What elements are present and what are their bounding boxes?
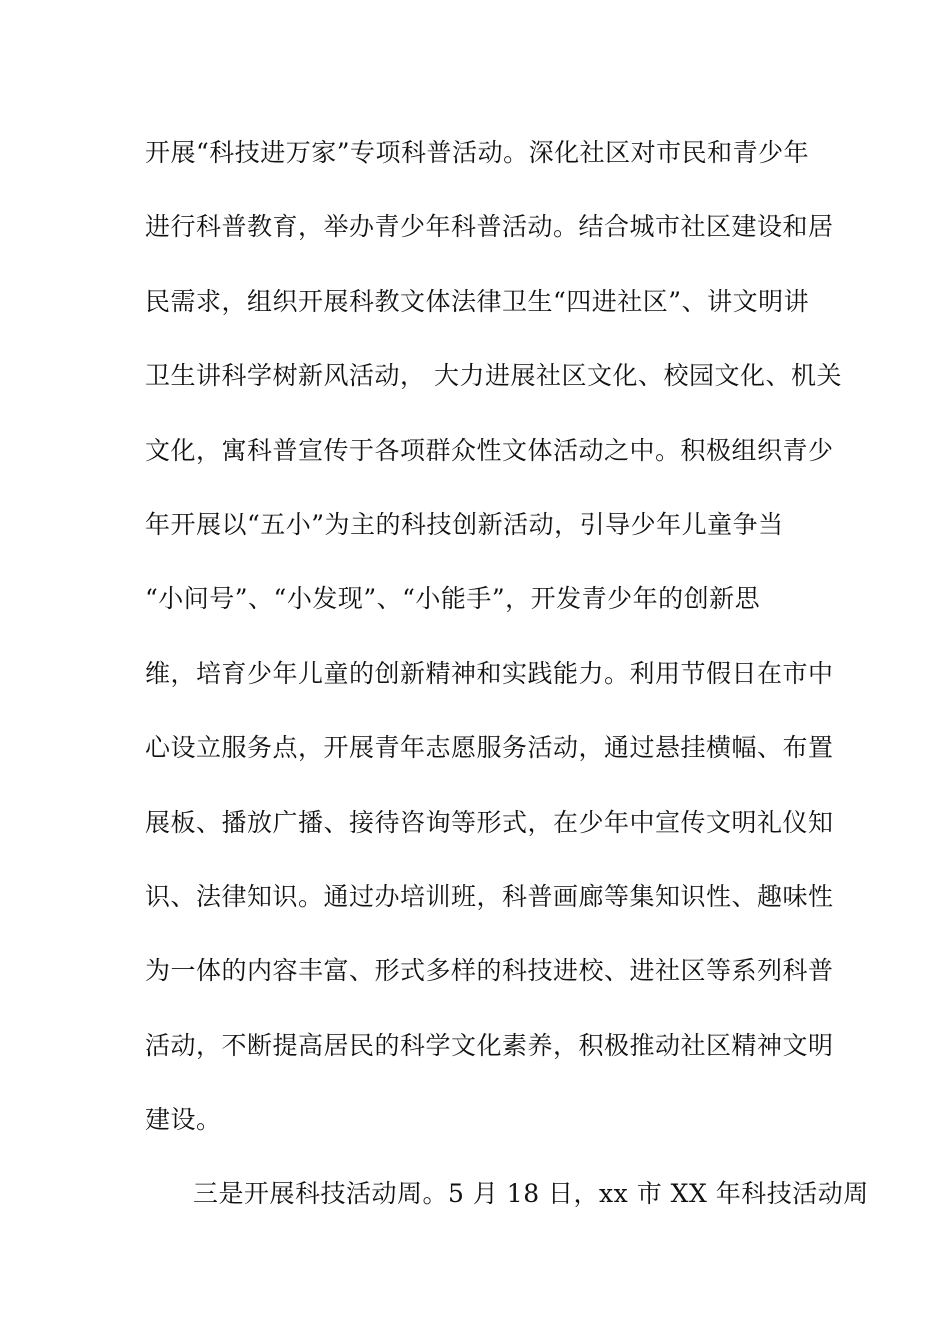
- text-line: 展板、播放广播、接待咨询等形式，在少年中宣传文明礼仪知: [145, 807, 834, 837]
- text-line: 活动，不断提高居民的科学文化素养，积极推动社区精神文明: [145, 1030, 834, 1060]
- text-line: 为一体的内容丰富、形式多样的科技进校、进社区等系列科普: [145, 956, 834, 986]
- text-line: 维，培育少年儿童的创新精神和实践能力。利用节假日在市中: [145, 658, 834, 688]
- text-line: 年开展以“五小”为主的科技创新活动，引导少年儿童争当: [145, 509, 784, 539]
- text-line: “小问号”、“小发现”、“小能手”，开发青少年的创新思: [145, 584, 761, 614]
- text-line: 识、法律知识。通过办培训班，科普画廊等集知识性、趣味性: [145, 881, 834, 911]
- body-text: [145, 130, 869, 1246]
- text-line: 文化，寓科普宣传于各项群众性文体活动之中。积极组织青少: [145, 435, 834, 465]
- text-line: 民需求，组织开展科教文体法律卫生“四进社区”、讲文明讲: [145, 286, 810, 316]
- text-line: 建设。: [145, 1105, 222, 1135]
- text-line: 开展“科技进万家”专项科普活动。深化社区对市民和青少年: [145, 138, 810, 167]
- paragraph-start-line: 三是开展科技活动周。5 月 18 日，xx 市 XX 年科技活动周: [193, 1179, 869, 1209]
- text-line: 心设立服务点，开展青年志愿服务活动，通过悬挂横幅、布置: [145, 733, 834, 763]
- text-line: 进行科普教育，举办青少年科普活动。结合城市社区建设和居: [145, 212, 834, 242]
- text-line: 卫生讲科学树新风活动， 大力进展社区文化、校园文化、机关: [145, 361, 842, 391]
